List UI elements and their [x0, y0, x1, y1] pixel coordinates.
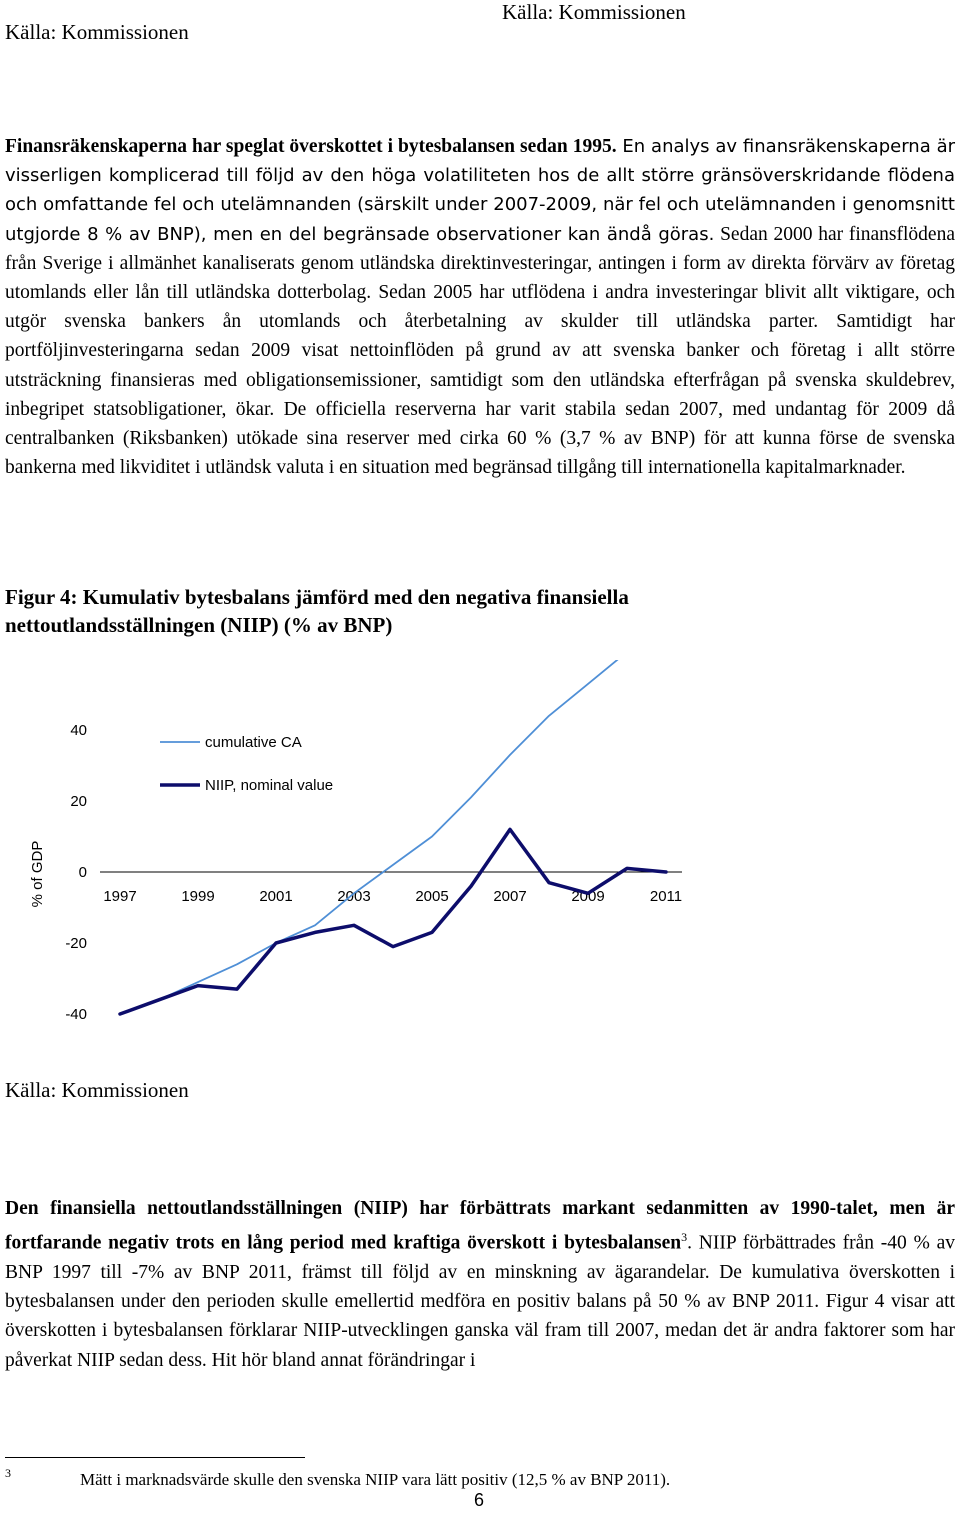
paragraph-text-serif: Sedan 2000 har finansflödena från Sverige i allmänhet kanaliserats genom utländska direktinvesteringar, antingen i form av direkta förvärv av företag utomlands eller lån till utländska dotterbolag. Sedan 2005 har utflödena i andra investeringar blivit allt viktigare, och utgör svenska bankers ån utomlands och återbetalning av skulder till utländska parter. Samtidigt har portföljinvesteringarna sedan 2009 visat nettoinflöden på grund av att svenska banker och företag i allt större utsträckning finansieras med obligationsemissioner, samtidigt som den utländska efterfrågan på svenska skuldebrev, inbegripet statsobligationer, ökar. De officiella reserverna har varit stabila sedan 2007, med undantag för 2009 då centralbanken (Riksbanken) utökade sina reserver med cirka 60 % (3,7 % av BNP) för att kunna förse de svenska bankerna med likviditet i utländsk valuta i en situation med begränsad tillgång till internationella kapitalmarknader. — [5, 223, 955, 479]
source-note-right: Källa: Kommissionen — [502, 0, 686, 24]
y-tick-label: -20 — [65, 935, 87, 952]
y-axis-label: % of GDP — [29, 840, 46, 908]
legend-label: cumulative CA — [205, 734, 302, 751]
figure-caption: Figur 4: Kumulativ bytesbalans jämförd med den negativa finansiella nettoutlandsställningen (NIIP) (% av BNP) — [5, 585, 629, 637]
series-line-2 — [120, 829, 666, 1014]
x-tick-label: 2011 — [649, 888, 683, 905]
x-tick-label: 1999 — [181, 888, 215, 905]
paragraph-text: . NIIP förbättrades från -40 % av BNP 1997 till -7% av BNP 2011, främst till följd av en minskning av ägarandelar. De kumulativa överskotten i bytesbalansen under den perioden skulle emellertid medföra en positiv balans på 50 % av BNP 2011. Figur 4 visar att överskotten i bytesbalansen förklarar NIIP-utvecklingen ganska väl fram till 2007, medan det är andra faktorer som har påverkat NIIP sedan dess. Hit hör bland annat förändringar i — [5, 1232, 955, 1371]
paragraph-financial-accounts — [5, 132, 955, 482]
x-tick-label: 1997 — [103, 888, 137, 905]
cumulative-ca-vs-niip-chart — [0, 660, 960, 1070]
y-tick-label: 0 — [78, 864, 87, 881]
page-number: 6 — [474, 1490, 485, 1510]
paragraph-bold-lead: Finansräkenskaperna har speglat överskottet i bytesbalansen sedan 1995. — [5, 136, 617, 157]
x-tick-label: 2001 — [259, 888, 293, 905]
footnote-divider — [5, 1457, 305, 1458]
paragraph-text-sans: En analys av finansräkenskaperna är visserligen komplicerad till följd av den höga volatiliteten hos de allt större gränsöverskridande flödena och omfattande fel och utelämnanden (särskilt under 2007-2009, när fel och utelämnanden i genomsnitt utgjorde 8 % av BNP), men en del begränsade observationer kan ändå göras. — [5, 136, 955, 245]
x-tick-label: 2007 — [493, 888, 527, 905]
footnote-number: 3 — [5, 1466, 11, 1480]
y-tick-label: 20 — [70, 793, 87, 810]
series-line-1 — [120, 660, 666, 1014]
x-tick-label: 2005 — [415, 888, 449, 905]
y-tick-label: -40 — [65, 1006, 87, 1023]
footnote-text: Mätt i marknadsvärde skulle den svenska NIIP vara lätt positiv (12,5 % av BNP 2011). — [80, 1470, 671, 1489]
x-tick-label: 2003 — [337, 888, 371, 905]
y-tick-label: 40 — [70, 722, 87, 739]
source-note-left: Källa: Kommissionen — [5, 20, 189, 44]
figure-source-note: Källa: Kommissionen — [5, 1078, 189, 1102]
footnote-reference: 3 — [681, 1230, 688, 1245]
paragraph-bold-lead: Den finansiella nettoutlandsställningen (NIIP) har förbättrats markant sedanmitten av 1990-talet, men är fortfarande negativ trots en lång period med kraftiga överskott i bytesbalansen — [5, 1198, 955, 1254]
x-tick-label: 2009 — [571, 888, 605, 905]
paragraph-niip — [5, 1194, 955, 1375]
legend-label: NIIP, nominal value — [205, 777, 334, 794]
